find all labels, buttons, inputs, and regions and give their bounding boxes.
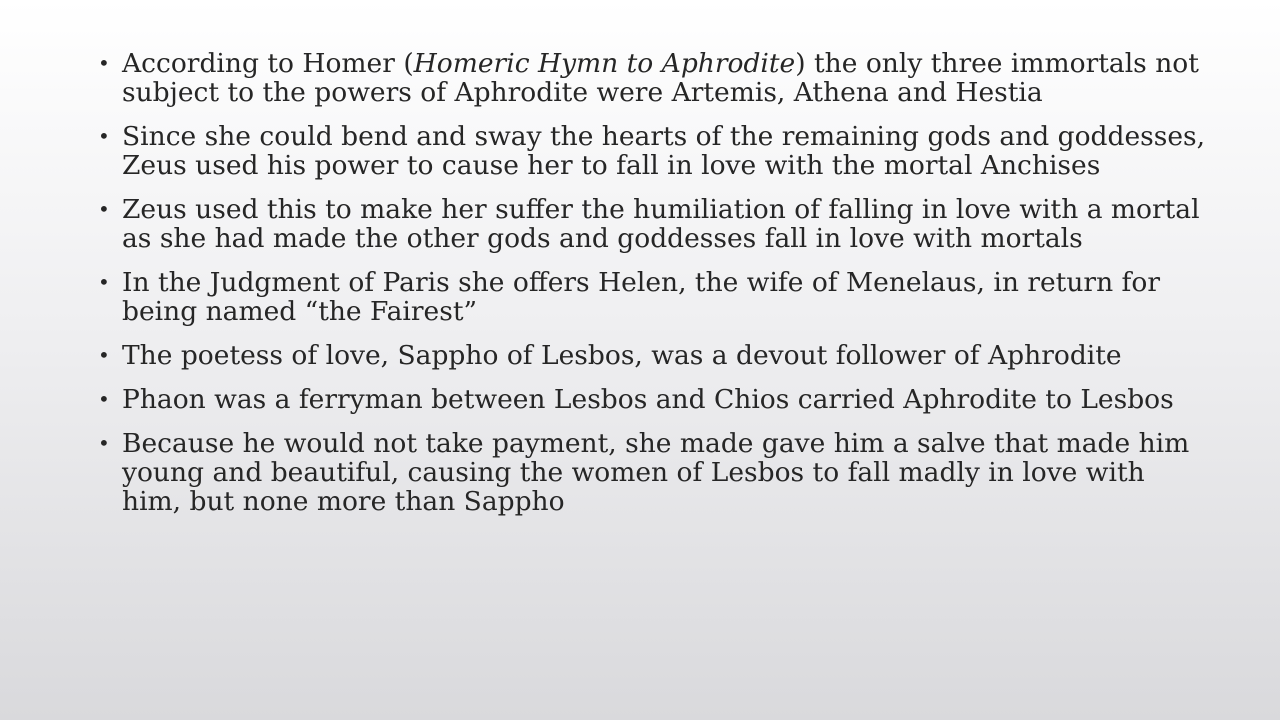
- bullet-icon: •: [98, 431, 110, 455]
- bullet-icon: •: [98, 387, 110, 411]
- bullet-icon: •: [98, 197, 110, 221]
- bullet-icon: •: [98, 343, 110, 367]
- bullet-item-phaon: [98, 385, 1208, 414]
- bullet-text: According to Homer (Homeric Hymn to Aphrodite) the only three immortals not subject to the powers of Aphrodite were Artemis, Athena and Hestia: [122, 48, 1199, 108]
- bullet-text: The poetess of love, Sappho of Lesbos, was a devout follower of Aphrodite: [122, 340, 1122, 371]
- bullet-text: Since she could bend and sway the hearts of the remaining gods and goddesses, Zeus used his power to cause her to fall in love with the mortal Anchises: [122, 121, 1206, 181]
- bullet-icon: •: [98, 51, 110, 75]
- bullet-item-anchises: [98, 122, 1208, 180]
- bullet-list: [98, 49, 1208, 531]
- bullet-item-homer: [98, 49, 1208, 107]
- bullet-text: Because he would not take payment, she made gave him a salve that made him young and beautiful, causing the women of Lesbos to fall madly in love with him, but none more than Sappho: [122, 428, 1190, 517]
- bullet-icon: •: [98, 270, 110, 294]
- bullet-item-humiliation: [98, 195, 1208, 253]
- hymn-title: Homeric Hymn to Aphrodite: [413, 48, 796, 79]
- bullet-item-judgment-of-paris: [98, 268, 1208, 326]
- bullet-text: In the Judgment of Paris she offers Helen, the wife of Menelaus, in return for being named “the Fairest”: [122, 267, 1160, 327]
- bullet-icon: •: [98, 124, 110, 148]
- bullet-item-sappho: [98, 341, 1208, 370]
- bullet-text: Phaon was a ferryman between Lesbos and Chios carried Aphrodite to Lesbos: [122, 384, 1174, 415]
- bullet-text: Zeus used this to make her suffer the humiliation of falling in love with a mortal as she had made the other gods and goddesses fall in love with mortals: [122, 194, 1200, 254]
- bullet-item-salve: [98, 429, 1208, 516]
